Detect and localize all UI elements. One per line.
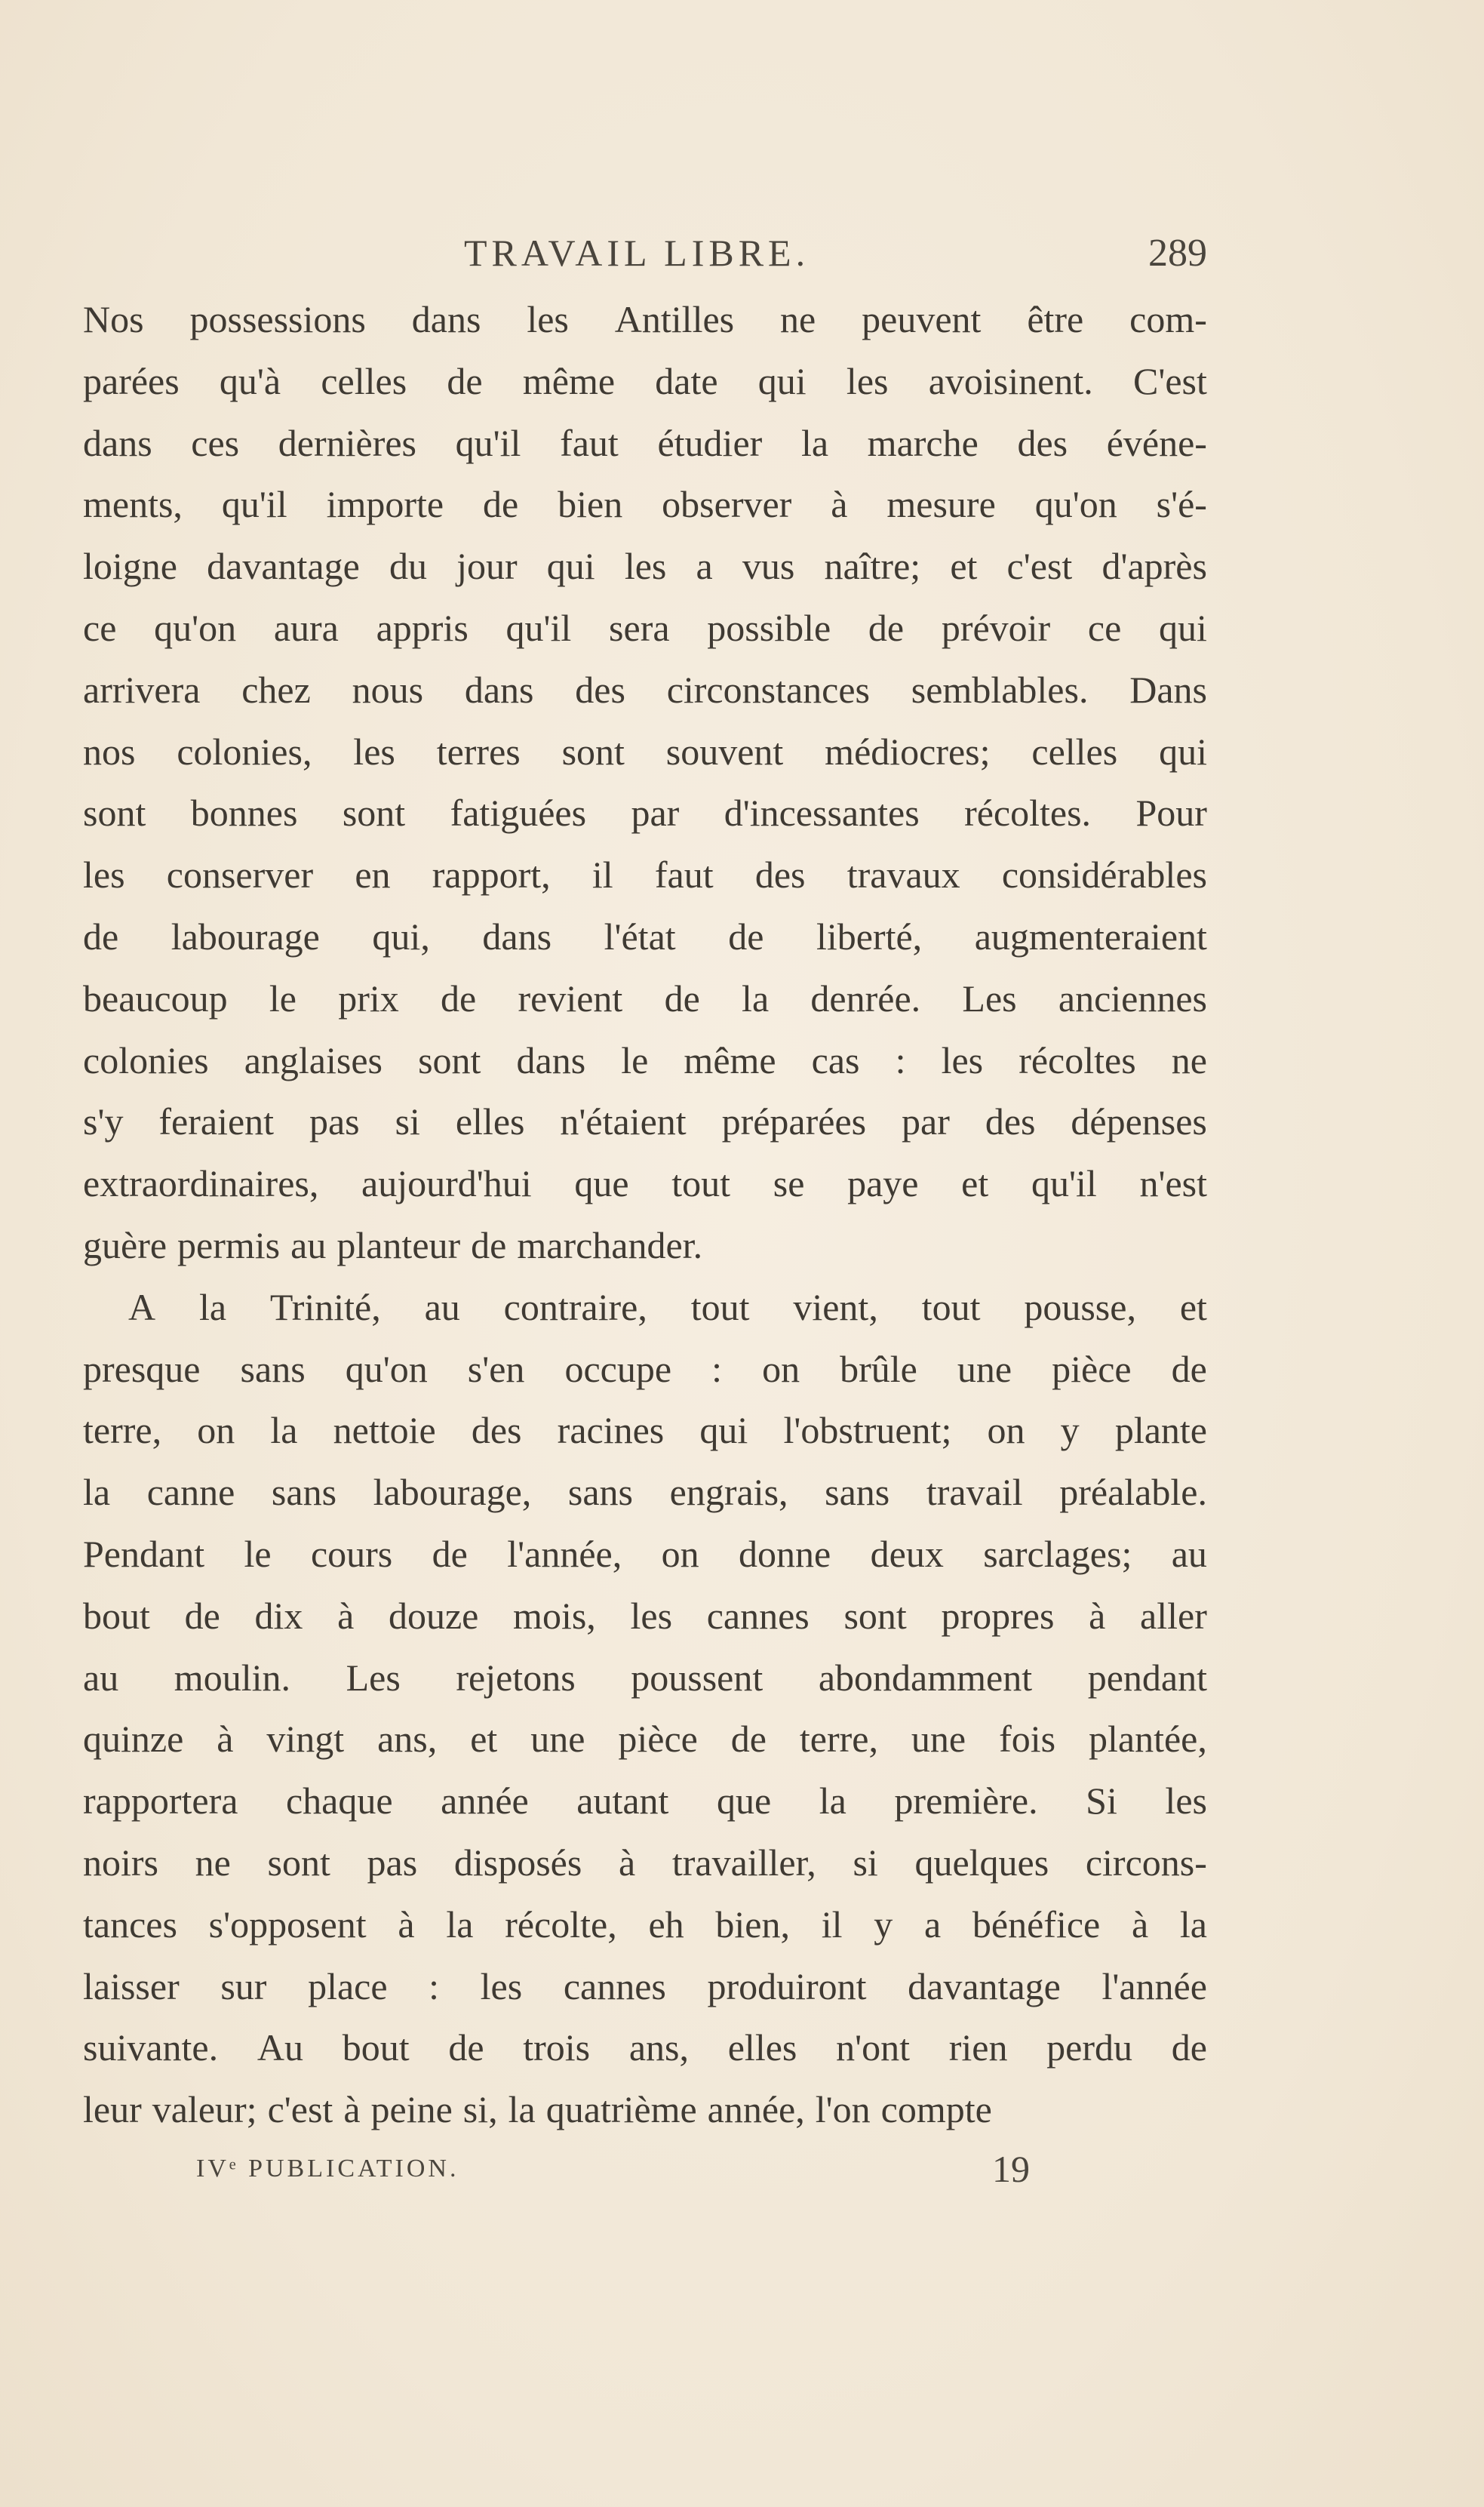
text-line: au moulin. Les rejetons poussent abondamment pendant — [83, 1656, 1207, 1699]
text-line: parées qu'à celles de même date qui les avoisinent. C'est — [83, 359, 1207, 402]
page-number: 289 — [1148, 232, 1207, 275]
text-line: les conserver en rapport, il faut des travaux considérables — [83, 854, 1207, 897]
text-line: presque sans qu'on s'en occupe : on brûle une pièce de — [83, 1347, 1207, 1390]
running-title: TRAVAIL LIBRE. — [464, 232, 810, 274]
text-line: terre, on la nettoie des racines qui l'obstruent; on y plante — [83, 1409, 1207, 1452]
text-line: dans ces dernières qu'il faut étudier la marche des événe- — [83, 421, 1207, 464]
text-line: nos colonies, les terres sont souvent médiocres; celles qui — [83, 730, 1207, 773]
text-line: rapportera chaque année autant que la première. Si les — [83, 1780, 1207, 1823]
text-line: extraordinaires, aujourd'hui que tout se paye et qu'il n'est — [83, 1162, 1207, 1205]
text-line: tances s'opposent à la récolte, eh bien, il y a bénéfice à la — [83, 1903, 1207, 1946]
text-line: suivante. Au bout de trois ans, elles n'ont rien perdu de — [83, 2026, 1207, 2069]
text-line: quinze à vingt ans, et une pièce de terre, une fois plantée, — [83, 1718, 1207, 1761]
page-header — [83, 226, 1207, 287]
text-line: ce qu'on aura appris qu'il sera possible de prévoir ce qui — [83, 606, 1207, 649]
text-line: noirs ne sont pas disposés à travailler, si quelques circons- — [83, 1841, 1207, 1884]
text-line: ments, qu'il importe de bien observer à mesure qu'on s'é- — [83, 483, 1207, 526]
text-line: leur valeur; c'est à peine si, la quatrième année, l'on compte — [83, 2088, 992, 2131]
text-line: A la Trinité, au contraire, tout vient, tout pousse, et — [128, 1285, 1207, 1328]
text-line: s'y feraient pas si elles n'étaient préparées par des dépenses — [83, 1100, 1207, 1143]
printer-signature: IVᵉ PUBLICATION. — [196, 2155, 459, 2182]
text-line: la canne sans labourage, sans engrais, sans travail préalable. — [83, 1471, 1207, 1514]
signature-mark: 19 — [992, 2148, 1030, 2190]
page-footer — [83, 2147, 1207, 2200]
body-text — [83, 289, 1207, 2141]
text-line: sont bonnes sont fatiguées par d'incessantes récoltes. Pour — [83, 792, 1207, 835]
text-line: colonies anglaises sont dans le même cas : les récoltes ne — [83, 1038, 1207, 1081]
text-line: loigne davantage du jour qui les a vus naître; et c'est d'après — [83, 545, 1207, 588]
text-line: Nos possessions dans les Antilles ne peuvent être com- — [83, 298, 1207, 340]
text-line: arrivera chez nous dans des circonstances semblables. Dans — [83, 668, 1207, 711]
text-line: guère permis au planteur de marchander. — [83, 1223, 703, 1266]
text-line: Pendant le cours de l'année, on donne deux sarclages; au — [83, 1532, 1207, 1575]
text-line: de labourage qui, dans l'état de liberté, augmenteraient — [83, 915, 1207, 958]
text-line: beaucoup le prix de revient de la denrée. Les anciennes — [83, 977, 1207, 1020]
text-line: bout de dix à douze mois, les cannes sont propres à aller — [83, 1594, 1207, 1637]
text-line: laisser sur place : les cannes produiront davantage l'année — [83, 1964, 1207, 2007]
